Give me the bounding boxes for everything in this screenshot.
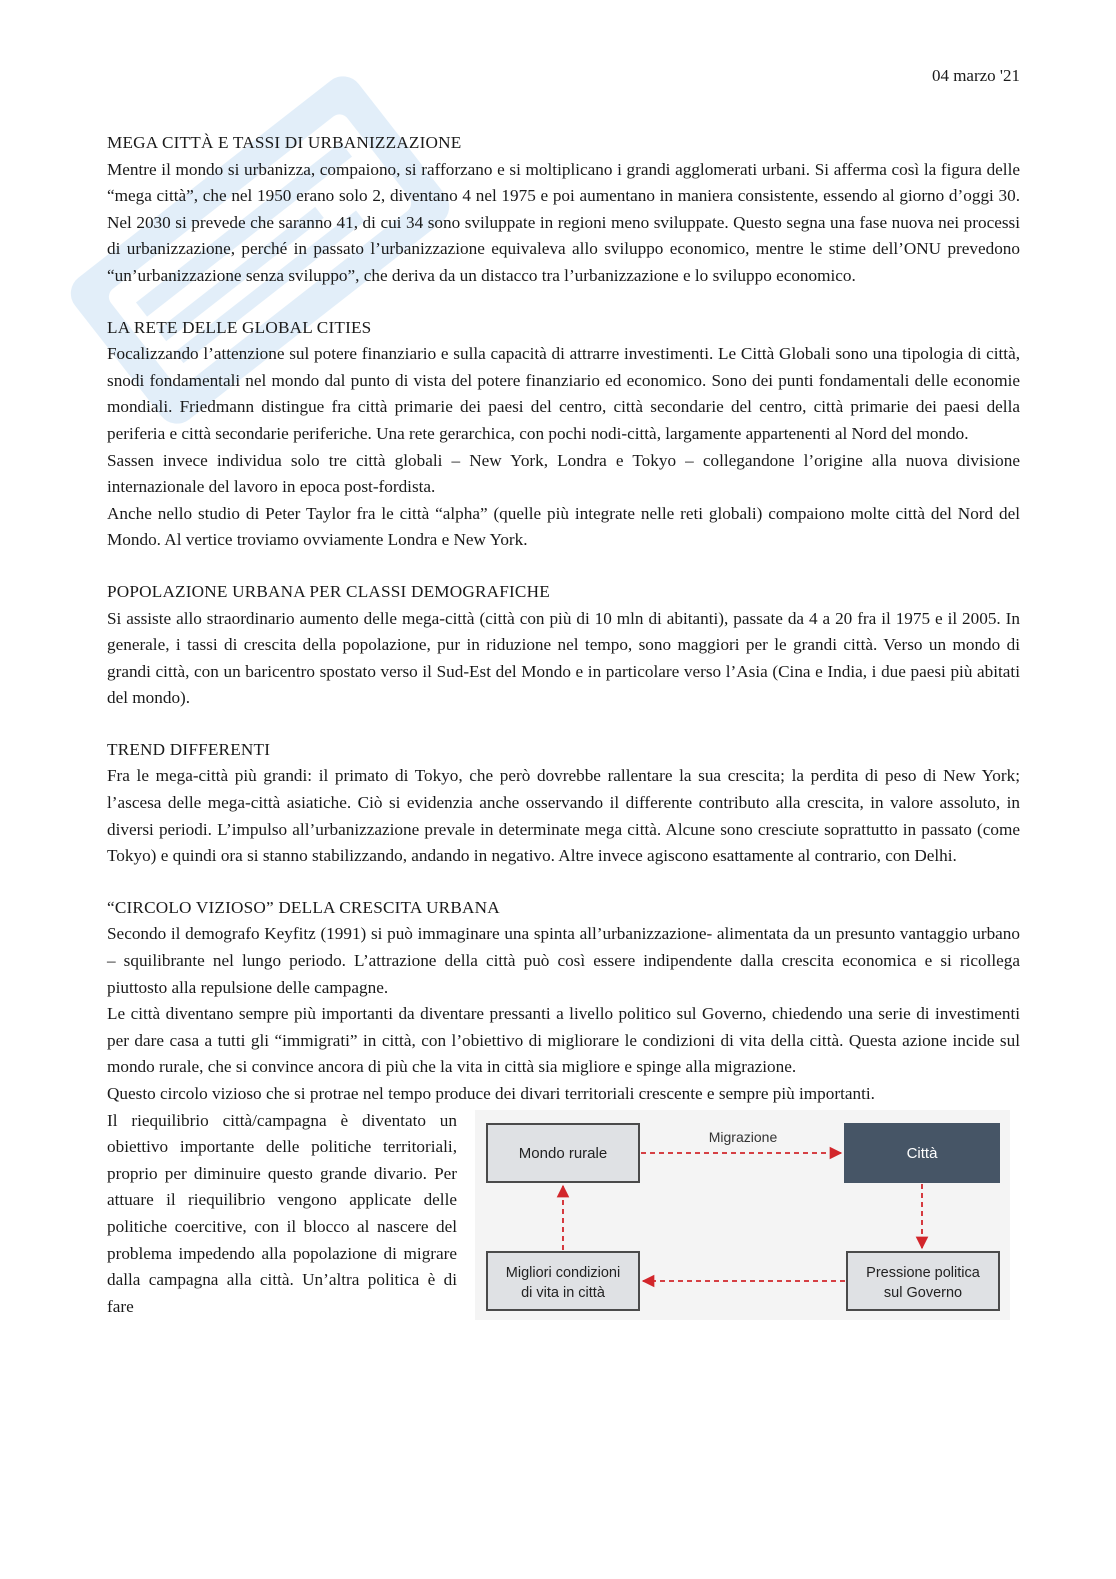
node-pressure-box — [847, 1252, 999, 1310]
section-different-trends — [107, 737, 1020, 870]
paragraph: Mentre il mondo si urbanizza, compaiono, si rafforzano e si moltiplicano i grandi agglomerati urbani. Si afferma così la figura delle “mega città”, che nel 1950 erano solo 2, diventano 4 nel 1975 e poi aumentano in maniera consistente, essendo al giorno d’oggi 30. Nel 2030 si prevede che saranno 41, di cui 34 sono sviluppate in regioni meno sviluppate. Questo segna una fase nuova nei processi di urbanizzazione, perché in passato l’urbanizzazione equivaleva allo sviluppo economico, mentre le stime dell’ONU prevedono “un’urbanizzazione senza sviluppo”, che deriva da un distacco tra l’urbanizzazione e lo sviluppo economico. — [107, 159, 1020, 285]
paragraph: Fra le mega-città più grandi: il primato di Tokyo, che però dovrebbe rallentare la sua crescita; la perdita di peso di New York; l’ascesa delle mega-città asiatiche. Ciò si evidenzia anche osservando il differente contributo alla crescita, in valore assoluto, in diversi periodi. L’impulso all’urbanizzazione prevale in determinate mega città. Alcune sono cresciute soprattutto in passato (come Tokyo) e quindi ora si stanno stabilizzando, andando in negativo. Altre invece agiscono esattamente al contrario, con Delhi. — [107, 766, 1020, 866]
node-rural-label: Mondo rurale — [518, 1144, 608, 1162]
paragraph: Focalizzando l’attenzione sul potere finanziario e sulla capacità di attrarre investimenti. Le Città Globali sono una tipologia di città, snodi fondamentali nel mondo dal punto di vista del potere finanziario ed economico. Sono dei punti fondamentali delle economie mondiali. Friedmann distingue fra città primarie dei paesi del centro, città secondarie del centro, città primarie dei paesi della periferia e città secondarie periferiche. Una rete gerarchica, con pochi nodi-città, largamente appartenenti al Nord del mondo. — [107, 344, 1020, 443]
document-body — [107, 130, 1020, 1320]
vicious-circle-diagram — [475, 1110, 1010, 1320]
paragraph: Sassen invece individua solo tre città globali – New York, Londra e Tokyo – collegandone l’origine alla nuova divisione internazionale del lavoro in epoca post-fordista. — [107, 450, 1020, 497]
paragraph: Questo circolo vizioso che si protrae nel tempo produce dei divari territoriali crescente e sempre più importanti. — [107, 1084, 875, 1103]
node-better-label-2: di vita in città — [521, 1284, 605, 1301]
paragraph: Secondo il demografo Keyfitz (1991) si può immaginare una spinta all’urbanizzazione- alimentata da un presunto vantaggio urbano – squilibrante nel lungo periodo. L’attrazione della città può così essere indipendente dalla crescita economica e si ricollega piuttosto alla repulsione delle campagne. — [107, 924, 1020, 997]
section-global-cities — [107, 315, 1020, 554]
node-pressure-label-2: sul Governo — [883, 1284, 963, 1301]
paragraph: Si assiste allo straordinario aumento delle mega-città (città con più di 10 mln di abitanti), passate da 4 a 20 fra il 1975 e il 2005. In generale, i tassi di crescita della popolazione, pur in riduzione nel tempo, sono maggiori per le grandi città. Verso un mondo di grandi città, con un baricentro spostato verso il Sud-Est del Mondo e in particolare verso l’Asia (Cina e India, i due paesi più abitati del mondo). — [107, 608, 1020, 708]
section-vicious-circle — [107, 895, 1020, 1321]
node-pressure-label-1: Pressione politica — [866, 1264, 980, 1281]
node-better-conditions-box — [487, 1252, 639, 1310]
node-better-label-1: Migliori condizioni — [505, 1264, 621, 1281]
text-with-diagram — [107, 1108, 1020, 1321]
paragraph: Le città diventano sempre più importanti da diventare pressanti a livello politico sul Governo, chiedendo una serie di investimenti per dare casa a tutti gli “immigrati” in città, con l’obiettivo di migliorare le condizioni di vita della città. Questa azione incide sul mondo rurale, che si convince ancora di più che la vita in città sia migliore e spinge alla migrazione. — [107, 1004, 1020, 1077]
section-heading: MEGA CITTÀ E TASSI DI URBANIZZAZIONE — [107, 133, 462, 152]
paragraph: Il riequilibrio città/campagna è diventato un obiettivo importante delle politiche territoriali, proprio per diminuire questo grande divario. Per attuare il riequilibrio vengono applicate delle politiche coercitive, con il blocco al nascere del problema impedendo alla popolazione di migrare dalla campagna alla città. Un’altra politica è di fare — [107, 1110, 457, 1316]
section-heading: TREND DIFFERENTI — [107, 739, 271, 759]
edge-label-migration: Migrazione — [708, 1128, 778, 1145]
node-city-label: Città — [906, 1144, 938, 1162]
section-heading: LA RETE DELLE GLOBAL CITIES — [107, 317, 372, 337]
paragraph: Anche nello studio di Peter Taylor fra le città “alpha” (quelle più integrate nelle reti globali) compaiono molte città del Nord del Mondo. Al vertice troviamo ovviamente Londra e New York. — [107, 503, 1020, 550]
section-heading: POPOLAZIONE URBANA PER CLASSI DEMOGRAFICHE — [107, 581, 550, 601]
section-urban-population — [107, 579, 1020, 712]
section-mega-cities — [107, 130, 1020, 290]
section-heading: “CIRCOLO VIZIOSO” DELLA CRESCITA URBANA — [107, 897, 500, 917]
page-date: 04 marzo '21 — [931, 66, 1020, 85]
